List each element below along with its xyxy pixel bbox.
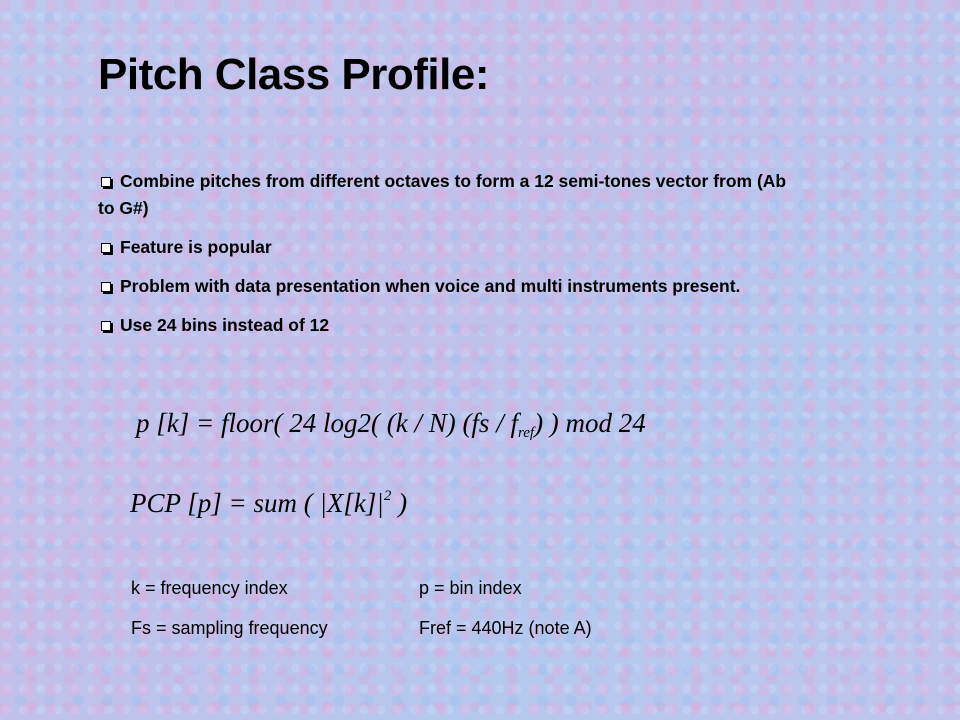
legend-entry: Fs = sampling frequency	[131, 618, 328, 638]
legend-row	[131, 576, 592, 600]
bullet-item	[98, 234, 798, 261]
bullet-item	[98, 168, 798, 222]
square-bullet-icon	[101, 321, 111, 331]
legend-entry: Fref = 440Hz (note A)	[419, 618, 592, 638]
pitch-bin-formula	[136, 408, 646, 442]
legend-entry: p = bin index	[419, 578, 522, 598]
formula-superscript: 2	[383, 488, 392, 504]
formula-tail: ) ) mod 24	[534, 408, 646, 438]
bullet-item	[98, 273, 798, 300]
square-bullet-icon	[101, 243, 111, 253]
bullet-text: Feature is popular	[120, 237, 272, 257]
bullet-list	[98, 168, 798, 351]
bullet-text: Combine pitches from different octaves to form a 12 semi-tones vector from (Ab to G#)	[98, 171, 787, 218]
square-bullet-icon	[101, 177, 111, 187]
square-bullet-icon	[101, 282, 111, 292]
legend-entry: k = frequency index	[131, 578, 288, 598]
variable-legend	[131, 576, 592, 656]
formula-tail: )	[391, 488, 408, 518]
bullet-item	[98, 312, 798, 339]
slide-title: Pitch Class Profile:	[98, 50, 490, 99]
bullet-text: Problem with data presentation when voice and multi instruments present.	[120, 276, 741, 296]
formula-subscript: ref	[517, 425, 535, 441]
formula-main: PCP [p] = sum ( |X[k]|	[130, 488, 384, 518]
pcp-formula	[130, 488, 407, 519]
legend-row	[131, 616, 592, 640]
bullet-text: Use 24 bins instead of 12	[120, 315, 330, 335]
formula-main: p [k] = floor( 24 log2( (k / N) (fs / f	[136, 408, 518, 438]
